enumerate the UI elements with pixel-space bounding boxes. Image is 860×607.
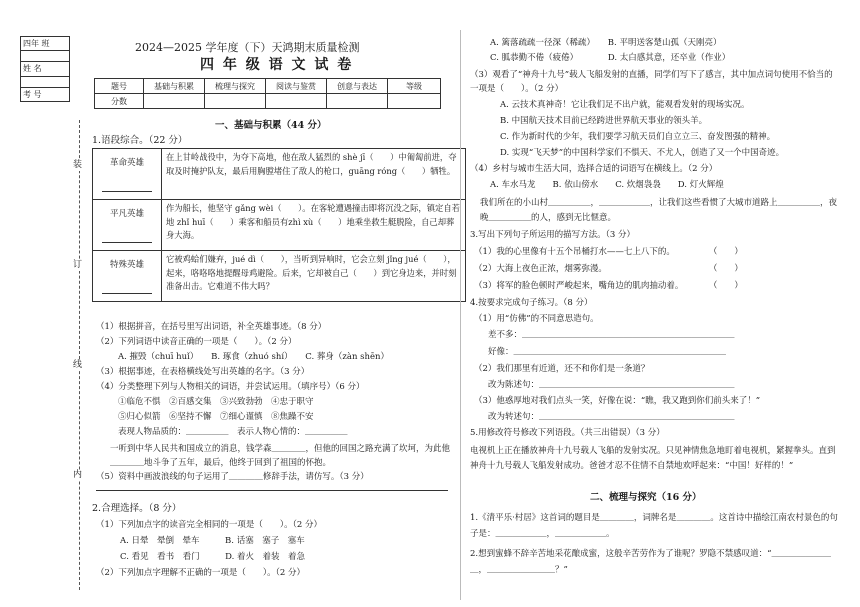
hero-name-blank[interactable]	[102, 233, 152, 243]
fill-paragraph[interactable]: 我们所在的小山村＿＿＿＿＿，＿＿＿＿＿＿，让我们这些看惯了大城市道路上＿＿＿＿＿，夜晚＿＿＿＿＿的人，感到无比惬意。	[480, 198, 838, 223]
student-info-box	[20, 36, 70, 102]
question-stem: 2.合理选择。（8 分）	[92, 503, 182, 514]
category-label: 革命英雄	[109, 158, 144, 168]
column-divider	[460, 30, 461, 600]
score-col: 阅读与鉴赏	[266, 79, 327, 94]
name-field[interactable]: 姓 名	[21, 62, 70, 76]
exam-title: 2024—2025 学年度（下）天鸿期末质量检测	[135, 41, 360, 54]
category-label: 平凡英雄	[109, 209, 144, 219]
question-item[interactable]: （3）将军的脸色顿时严峻起来，嘴角边的肌肉抽动着。 （ ）	[474, 281, 743, 291]
score-cell[interactable]	[266, 94, 327, 109]
hero-text: 在上甘岭战役中，为夺下高地，他在敌人猛烈的 shè jī（ ）中匍匐前进，夺取及时掩护队友，最后用胸膛堵住了敌人的枪口，guāng róng（ ）牺牲。	[162, 149, 466, 200]
option-line: ⑤归心似箭 ⑥坚持不懈 ⑦细心谨慎 ⑧焦躁不安	[118, 412, 314, 422]
option-line: A. 摧毁（chuī huǐ） B. 琢食（zhuó shí） C. 葬身（zàn shēn）	[118, 352, 389, 362]
question-item: （3）观看了“神舟十九号”载人飞船发射的直播，同学们写下了感言，其中加点词句使用不恰当的一项是（ ）。（2 分）	[470, 70, 833, 94]
question-item[interactable]: 2.想到蜜蜂不辞辛苦地采花酿成蜜，这般辛苦劳作为了谁呢？罗隐不禁感叹道：“＿＿＿＿＿＿＿＿，＿＿＿＿＿＿＿＿？”	[470, 549, 831, 575]
answer-line[interactable]	[96, 490, 448, 491]
class-blank[interactable]	[21, 51, 70, 62]
option-line: B. 中国航天技术目前已经跨进世界航天事业的领头羊。	[500, 116, 708, 126]
class-field[interactable]: 四年 班	[21, 37, 70, 51]
exam-subtitle: 四 年 级 语 文 试 卷	[200, 57, 354, 73]
question-stem: 5.用修改符号修改下列语段。（共三出错误）（3 分）	[470, 428, 665, 438]
question-item: （1）用“仿佛”的不同意思造句。	[474, 314, 599, 324]
cut-char: 订	[73, 260, 83, 270]
question-item: （2）下列加点字理解不正确的一项是（ ）。（2 分）	[96, 568, 306, 578]
hero-name-blank[interactable]	[102, 182, 152, 192]
option-line: A. 车水马龙 B. 依山傍水 C. 炊烟袅袅 D. 灯火辉煌	[490, 180, 724, 190]
question-item: （4）乡村与城市生活大同，选择合适的词语写在横线上。（2 分）	[470, 164, 718, 174]
answer-line[interactable]: 改为转述句：＿＿＿＿＿＿＿＿＿＿＿＿＿＿＿＿＿＿＿＿＿＿＿	[488, 412, 735, 422]
cut-char: 内	[73, 470, 83, 480]
question-item: （3）根据事迹，在表格横线处写出英雄的名字。（3 分）	[96, 367, 310, 377]
option-line: A. 篱落疏疏一径深（稀疏） B. 平明送客楚山孤（天刚亮）	[490, 38, 722, 48]
option-line: C. 作为新时代的少年，我们要学习航天员们自立立三、奋发图强的精神。	[500, 132, 776, 142]
score-col: 等级	[388, 79, 441, 94]
answer-line[interactable]: 好像：＿＿＿＿＿＿＿＿＿＿＿＿＿＿＿＿＿＿＿＿＿＿＿＿＿	[488, 347, 727, 357]
answer-line[interactable]: 差不多：＿＿＿＿＿＿＿＿＿＿＿＿＿＿＿＿＿＿＿＿＿＿＿＿＿	[488, 330, 735, 340]
id-field[interactable]: 考 号	[21, 87, 70, 101]
section-heading: 一、基础与积累（44 分）	[215, 120, 327, 131]
score-cell[interactable]	[327, 94, 388, 109]
question-stem: 4.按要求完成句子练习。（8 分）	[470, 298, 593, 308]
question-item: （1）根据拼音，在括号里写出词语，补全英雄事迹。（8 分）	[96, 322, 327, 332]
option-line: A. 日晕 晕倒 晕车 B. 话塞 塞子 塞车	[120, 536, 305, 546]
hero-table	[92, 148, 466, 302]
question-item[interactable]: （1）我的心里像有十五个吊桶打水——七上八下的。 （ ）	[474, 247, 743, 257]
cut-char: 线	[73, 360, 83, 370]
fill-line[interactable]: 表现人物品质的：＿＿＿＿＿ 表示人物心情的：＿＿＿＿＿	[118, 427, 348, 437]
question-item: （2）下列词语中读音正确的一项是（ ）。（2 分）	[96, 337, 297, 347]
hero-category	[93, 149, 162, 200]
cut-char: 装	[73, 160, 83, 170]
option-line: A. 云技术真神奇！它让我们足不出户就，能观看发射的现场实况。	[500, 100, 750, 110]
option-line: ①临危不惧 ②百感交集 ③兴致勃勃 ④忠于职守	[118, 397, 314, 407]
hero-name-blank[interactable]	[102, 284, 152, 294]
answer-line[interactable]: 改为陈述句：＿＿＿＿＿＿＿＿＿＿＿＿＿＿＿＿＿＿＿＿＿＿＿	[488, 380, 735, 390]
edit-paragraph[interactable]: 电视机上正在播放神舟十九号载人飞船的发射实况。只见神情焦急地盯着电视机，紧握拳头。直到神舟十九号载人飞船发射成功。爸爸才忍不住情不自禁地欢呼起来：“中国！好样的！”	[470, 446, 836, 471]
score-cell[interactable]	[144, 94, 205, 109]
question-item: （1）下列加点字的读音完全相同的一项是（ ）。（2 分）	[96, 520, 323, 530]
option-line: D. 实现“飞天梦”的中国科学家们不惧天、不尤人，创造了又一个中国奇迹。	[500, 148, 785, 158]
section-heading: 二、梳理与探究（16 分）	[590, 492, 702, 503]
hero-category	[93, 251, 162, 302]
hero-text: 它被鸡蛤们嫌弃，jué dì（ ），当听到异响时，它会立刻 jǐng jué（ ），起来，咯咯咯地提醒母鸡避险。后来，它却被自己（ ）到它身边来，并时刻准备出击。它难道不伟大吗？	[162, 251, 466, 302]
score-row-label: 分数	[95, 94, 144, 109]
question-stem: 1.语段综合。（22 分）	[92, 135, 188, 146]
question-item: （2）我们那里有近道，还不和你们是一条道？	[474, 364, 650, 374]
score-table	[94, 78, 441, 109]
score-col: 题号	[95, 79, 144, 94]
category-label: 特殊英雄	[109, 260, 144, 270]
question-item: （5）资料中画波浪线的句子运用了＿＿＿＿修辞手法，请仿写。（3 分）	[96, 472, 369, 482]
score-cell[interactable]	[388, 94, 441, 109]
hero-text: 作为船长，他坚守 gǎng wèi（ ）。在客轮遭遇撞击即将沉没之际，镇定自若地 zhǐ huī（ ）乘客和船员有zhì xù（ ）地乘坐救生艇脱险，自己却葬身大海。	[162, 200, 466, 251]
score-cell[interactable]	[205, 94, 266, 109]
question-stem: 3.写出下列句子所运用的描写方法。（3 分）	[470, 230, 635, 240]
option-line: C. 看见 看书 看门 D. 着火 着装 着急	[120, 552, 306, 562]
score-col: 梳理与探究	[205, 79, 266, 94]
score-col: 创意与表达	[327, 79, 388, 94]
hero-category	[93, 200, 162, 251]
name-blank[interactable]	[21, 76, 70, 87]
binding-cut-line	[79, 120, 80, 590]
score-col: 基础与积累	[144, 79, 205, 94]
question-item: （4）分类整理下列与人物相关的词语，并尝试运用。（填序号）（6 分）	[96, 382, 365, 392]
question-item: （3）他惑厚地对我们点头一笑，好像在说：“瞧，我又跑到你们前头来了！”	[474, 396, 761, 406]
option-line: C. 胍恭勤不倦（疲倦） D. 太白感其意，还卒业（作业）	[490, 53, 731, 63]
question-item[interactable]: 1.《清平乐·村居》这首词的题目是＿＿＿＿，词牌名是＿＿＿＿。这首诗中描绘江南农村景色的句子是：＿＿＿＿＿＿，＿＿＿＿＿＿。	[470, 513, 838, 539]
question-item[interactable]: （2）大海上夜色正浓，烟雾弥漫。 （ ）	[474, 264, 743, 274]
fill-paragraph[interactable]: 一听到中华人民共和国成立的消息，钱学森＿＿＿＿，但他的回国之路充满了坎坷，为此他＿＿＿＿地斗争了五年，最后，他终于回到了祖国的怀抱。	[110, 444, 451, 468]
